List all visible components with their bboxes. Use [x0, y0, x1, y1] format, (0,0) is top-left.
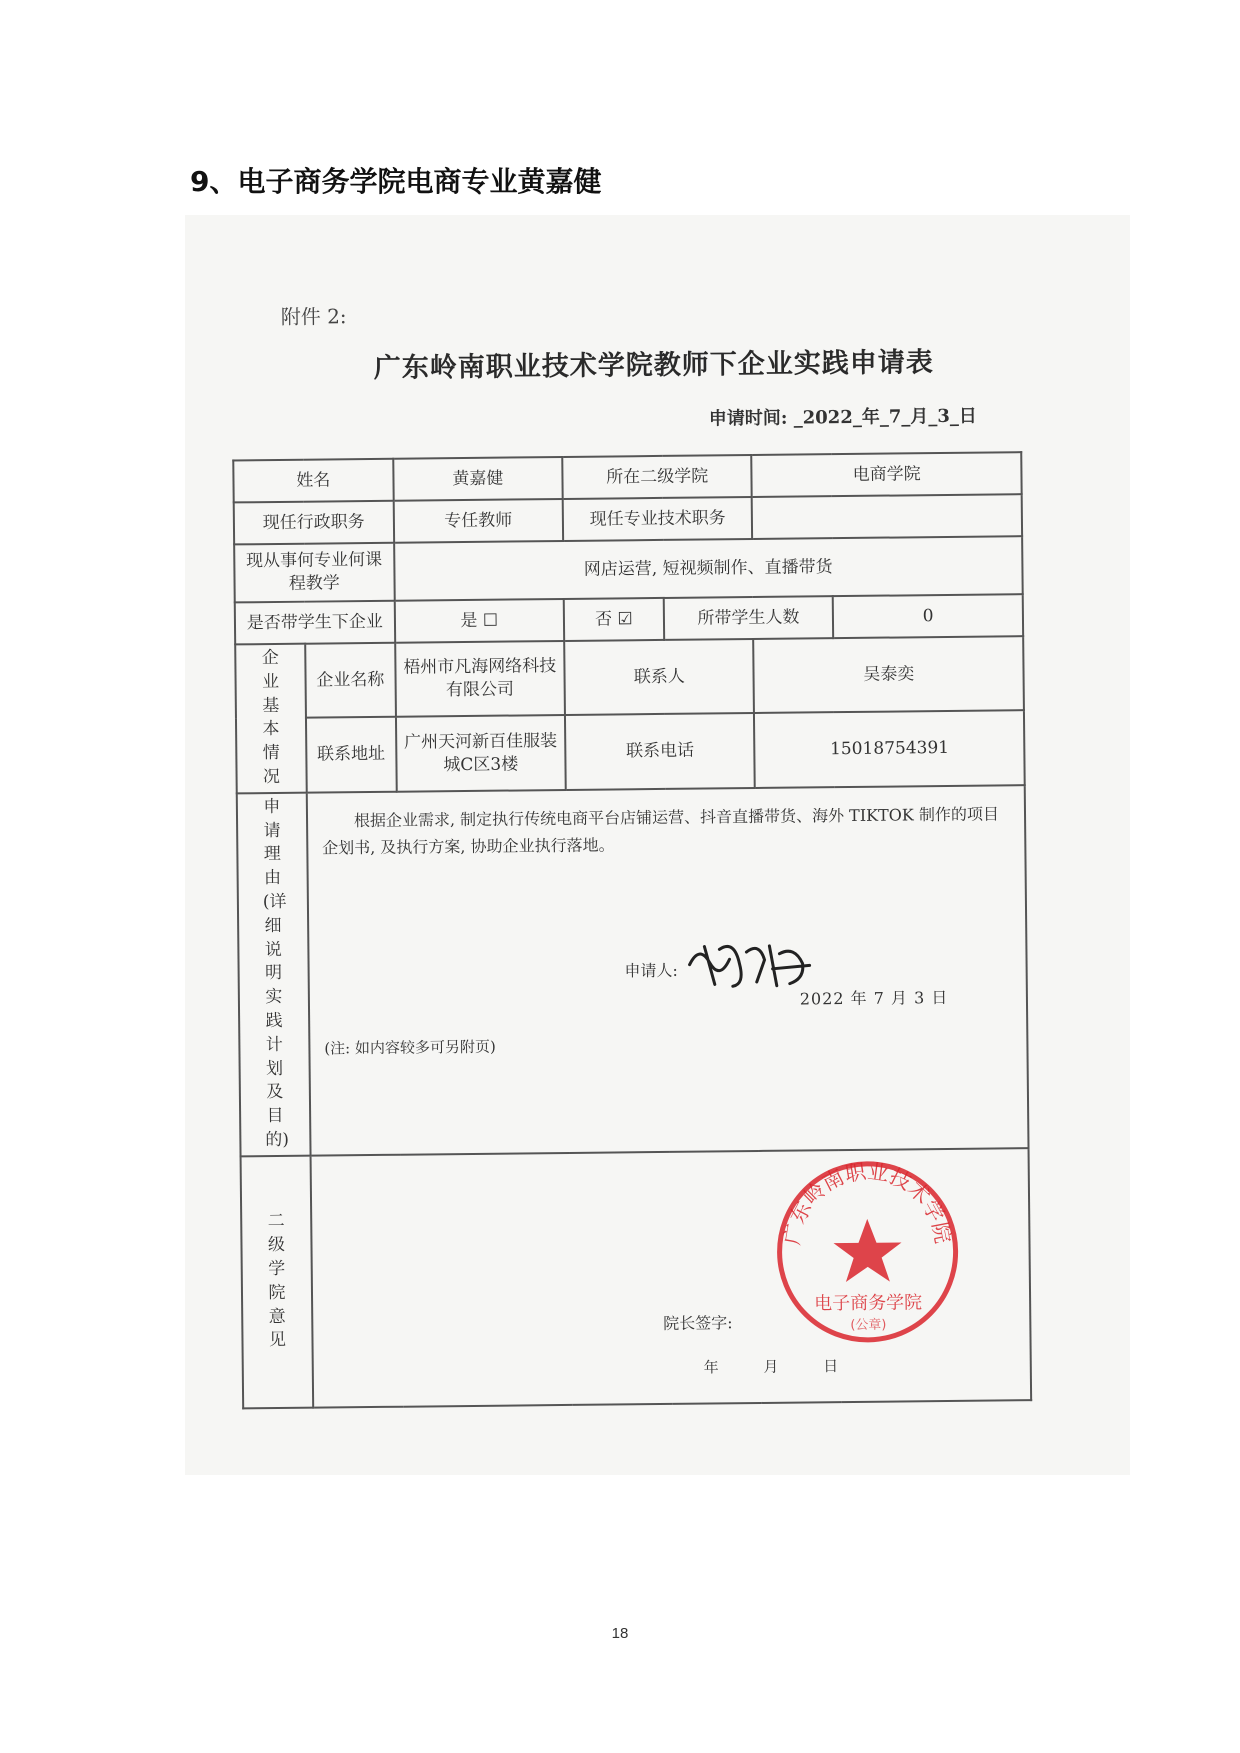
reason-cell — [307, 785, 1029, 1155]
admin-post-value: 专任教师 — [393, 499, 563, 543]
admin-post-label: 现任行政职务 — [234, 501, 394, 545]
no-checkbox: ☑ — [617, 608, 633, 629]
no-option-label: 否 — [594, 609, 613, 630]
date-blank: 年 月 日 — [703, 1356, 839, 1377]
svg-text:广东岭南职业技术学院: 广东岭南职业技术学院 — [779, 1158, 955, 1247]
address-value: 广州天河新百佳服装城C区3楼 — [396, 715, 566, 791]
major-value: 网店运营, 短视频制作、直播带货 — [394, 536, 1023, 601]
tech-post-value — [752, 494, 1022, 539]
opinion-label: 二级学院意见 — [267, 1211, 287, 1351]
table-row — [235, 636, 1024, 719]
yes-option-label: 是 — [460, 610, 478, 631]
contact-label: 联系人 — [564, 639, 754, 715]
bring-students-label: 是否带学生下企业 — [235, 601, 395, 645]
application-table — [232, 451, 1032, 1409]
reason-label-cell — [237, 792, 311, 1156]
enterprise-name-value: 梧州市凡海网络科技有限公司 — [395, 641, 565, 717]
opinion-label-cell — [241, 1155, 313, 1408]
opinion-cell — [310, 1148, 1031, 1408]
page-heading: 9、电子商务学院电商专业黄嘉健 — [190, 165, 602, 198]
student-count-label: 所带学生人数 — [663, 596, 833, 640]
tech-post-label: 现任专业技术职务 — [563, 497, 753, 541]
apply-date: 2022 年 7 月 3 日 — [799, 987, 949, 1009]
college-label: 所在二级学院 — [562, 455, 752, 499]
student-count-value: 0 — [833, 594, 1023, 638]
enterprise-section-label: 企业基本情况 — [261, 647, 281, 788]
enterprise-section-cell — [235, 644, 306, 794]
table-row — [234, 536, 1023, 602]
name-value: 黄嘉健 — [393, 457, 563, 501]
table-row — [241, 1148, 1032, 1408]
major-label: 现从事何专业何课程教学 — [234, 543, 394, 603]
svg-text:电子商务学院: 电子商务学院 — [813, 1291, 923, 1315]
phone-label: 联系电话 — [565, 713, 755, 789]
no-option-cell — [564, 598, 664, 641]
address-label: 联系地址 — [306, 717, 397, 792]
phone-value: 15018754391 — [754, 711, 1024, 788]
note: (注: 如内容较多可另附页) — [324, 1037, 496, 1058]
college-value: 电商学院 — [752, 452, 1022, 497]
name-label: 姓名 — [233, 459, 393, 503]
contact-value: 吴泰奕 — [754, 636, 1024, 713]
attachment-label: 附件 2: — [280, 304, 347, 329]
form-title: 广东岭南职业技术学院教师下企业实践申请表 — [373, 347, 934, 384]
applicant-signature — [684, 933, 815, 994]
page-number: 18 — [611, 1625, 629, 1642]
apply-time: 申请时间: _2022_年_7_月_3_日 — [708, 405, 977, 430]
svg-text:(公章): (公章) — [850, 1317, 887, 1333]
yes-checkbox: ☐ — [482, 610, 499, 631]
applicant-label: 申请人: — [624, 960, 678, 981]
yes-option-cell — [394, 599, 564, 643]
seal-icon — [771, 1156, 963, 1348]
table-row — [237, 785, 1029, 1156]
reason-text: 根据企业需求, 制定执行传统电商平台店铺运营、抖音直播带货、海外 TIKTOK 制作的项目企划书, 及执行方案, 协助企业执行落地。 — [322, 804, 1000, 858]
form-sheet — [180, 210, 1138, 1480]
reason-label: 申请理由(详细说明实践计划及目的) — [262, 796, 290, 1151]
table-row — [236, 711, 1025, 794]
enterprise-name-label: 企业名称 — [305, 643, 396, 718]
dean-sign-label: 院长签字: — [663, 1312, 733, 1333]
scanned-form-image — [185, 215, 1130, 1475]
